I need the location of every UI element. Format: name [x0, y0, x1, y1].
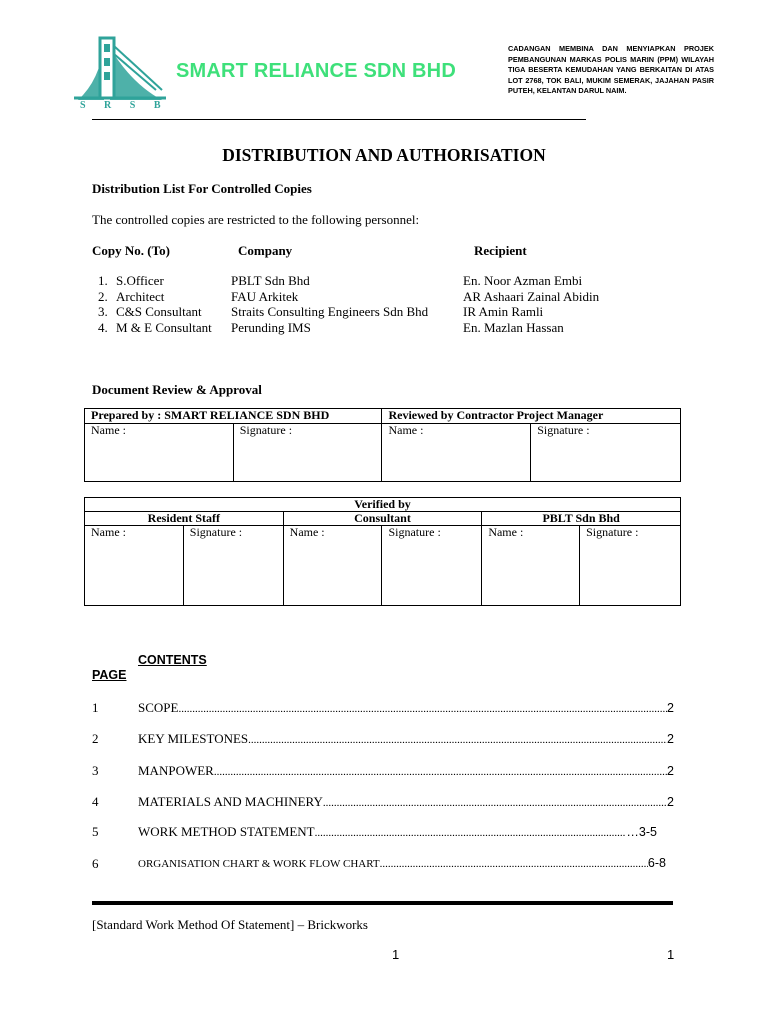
copy-number: 3.	[98, 304, 108, 319]
toc-title: WORK METHOD STATEMENT	[138, 824, 315, 839]
header-divider	[92, 119, 586, 120]
copy-recipient: AR Ashaari Zainal Abidin	[463, 289, 600, 304]
toc-item[interactable]	[92, 856, 666, 874]
review-table	[84, 408, 681, 482]
copy-recipient: IR Amin Ramli	[463, 304, 544, 319]
resident-staff-header: Resident Staff	[85, 512, 284, 526]
signature-field[interactable]: Signature :	[183, 526, 283, 606]
toc-item[interactable]	[92, 824, 657, 842]
consultant-header: Consultant	[283, 512, 482, 526]
copy-recipient: En. Mazlan Hassan	[463, 320, 564, 335]
distribution-note: The controlled copies are restricted to the following personnel:	[92, 212, 420, 227]
copy-role: S.Officer	[116, 273, 164, 288]
copy-number: 4.	[98, 320, 108, 335]
toc-number: 4	[92, 794, 99, 809]
toc-number: 3	[92, 763, 99, 778]
toc-number: 5	[92, 824, 99, 839]
column-header-company: Company	[238, 243, 293, 258]
page-title: DISTRIBUTION AND AUTHORISATION	[222, 145, 546, 165]
copy-number: 1.	[98, 273, 108, 288]
signature-field[interactable]: Signature :	[531, 424, 681, 482]
copy-role: Architect	[116, 289, 165, 304]
copy-company: PBLT Sdn Bhd	[231, 273, 310, 288]
name-field[interactable]: Name :	[482, 526, 580, 606]
toc-item[interactable]	[92, 700, 674, 718]
signature-field[interactable]: Signature :	[580, 526, 681, 606]
reviewed-by-cell: Reviewed by Contractor Project Manager	[382, 409, 681, 424]
page-number-right: 1	[667, 947, 675, 962]
logo-letters: S R S B	[80, 100, 169, 110]
copy-recipient: En. Noor Azman Embi	[463, 273, 583, 288]
name-field[interactable]: Name :	[85, 424, 234, 482]
toc-page: 2	[667, 795, 674, 809]
copy-company: Perunding IMS	[231, 320, 311, 335]
toc-title: MANPOWER	[138, 763, 214, 778]
project-description: CADANGAN MEMBINA DAN MENYIAPKAN PROJEK PEMBANGUNAN MARKAS POLIS MARIN (PPM) WILAYAH TIGA BESERTA KEMUDAHAN YANG BERKAITAN DI ATAS LOT 2768, TOK BALI, MUKIM SEMERAK, JAJAHAN PASIR PUTEH, KELANTAN DARUL NAIM.	[508, 44, 714, 95]
toc-item[interactable]	[92, 731, 674, 749]
toc-leader	[323, 797, 667, 809]
toc-leader	[315, 827, 627, 839]
toc-page: 6-8	[647, 856, 666, 870]
copy-company: FAU Arkitek	[231, 289, 299, 304]
toc-number: 1	[92, 700, 99, 715]
footer-divider	[92, 901, 673, 905]
toc-title: KEY MILESTONES	[138, 731, 249, 746]
distribution-row	[92, 289, 712, 305]
name-field[interactable]: Name :	[382, 424, 531, 482]
toc-item[interactable]	[92, 794, 674, 812]
copy-number: 2.	[98, 289, 108, 304]
toc-leader	[380, 858, 648, 870]
column-header-copy: Copy No. (To)	[92, 243, 170, 258]
copy-role: C&S Consultant	[116, 304, 202, 319]
copy-role: M & E Consultant	[116, 320, 212, 335]
company-name: SMART RELIANCE SDN BHD	[176, 60, 456, 82]
distribution-row	[92, 320, 712, 336]
company-logo	[70, 34, 170, 110]
pblt-header: PBLT Sdn Bhd	[482, 512, 681, 526]
toc-page: 2	[667, 732, 674, 746]
toc-page: 2	[667, 701, 674, 715]
distribution-heading: Distribution List For Controlled Copies	[92, 181, 312, 196]
toc-page: 2	[667, 764, 674, 778]
toc-leader	[178, 703, 667, 715]
prepared-by-cell: Prepared by : SMART RELIANCE SDN BHD	[85, 409, 382, 424]
toc-leader	[214, 766, 667, 778]
toc-item[interactable]	[92, 763, 674, 781]
toc-title: MATERIALS AND MACHINERY	[138, 794, 323, 809]
toc-title: SCOPE	[138, 700, 179, 715]
toc-number: 2	[92, 731, 99, 746]
copy-company: Straits Consulting Engineers Sdn Bhd	[231, 304, 429, 319]
signature-field[interactable]: Signature :	[382, 526, 482, 606]
name-field[interactable]: Name :	[283, 526, 382, 606]
footer-text: [Standard Work Method Of Statement] – Brickworks	[92, 917, 368, 932]
column-header-recipient: Recipient	[474, 243, 527, 258]
toc-page: …3-5	[626, 825, 657, 839]
distribution-row	[92, 273, 712, 289]
signature-field[interactable]: Signature :	[233, 424, 382, 482]
toc-leader	[248, 734, 667, 746]
review-heading: Document Review & Approval	[92, 382, 262, 397]
verification-table	[84, 497, 681, 606]
verified-by-cell: Verified by	[85, 498, 681, 512]
contents-heading: CONTENTS	[138, 653, 207, 667]
distribution-row	[92, 304, 712, 320]
page-column-heading: PAGE	[92, 668, 127, 682]
toc-number: 6	[92, 856, 99, 871]
page-number-center: 1	[392, 947, 400, 962]
toc-title: ORGANISATION CHART & WORK FLOW CHART	[138, 858, 380, 870]
name-field[interactable]: Name :	[85, 526, 184, 606]
